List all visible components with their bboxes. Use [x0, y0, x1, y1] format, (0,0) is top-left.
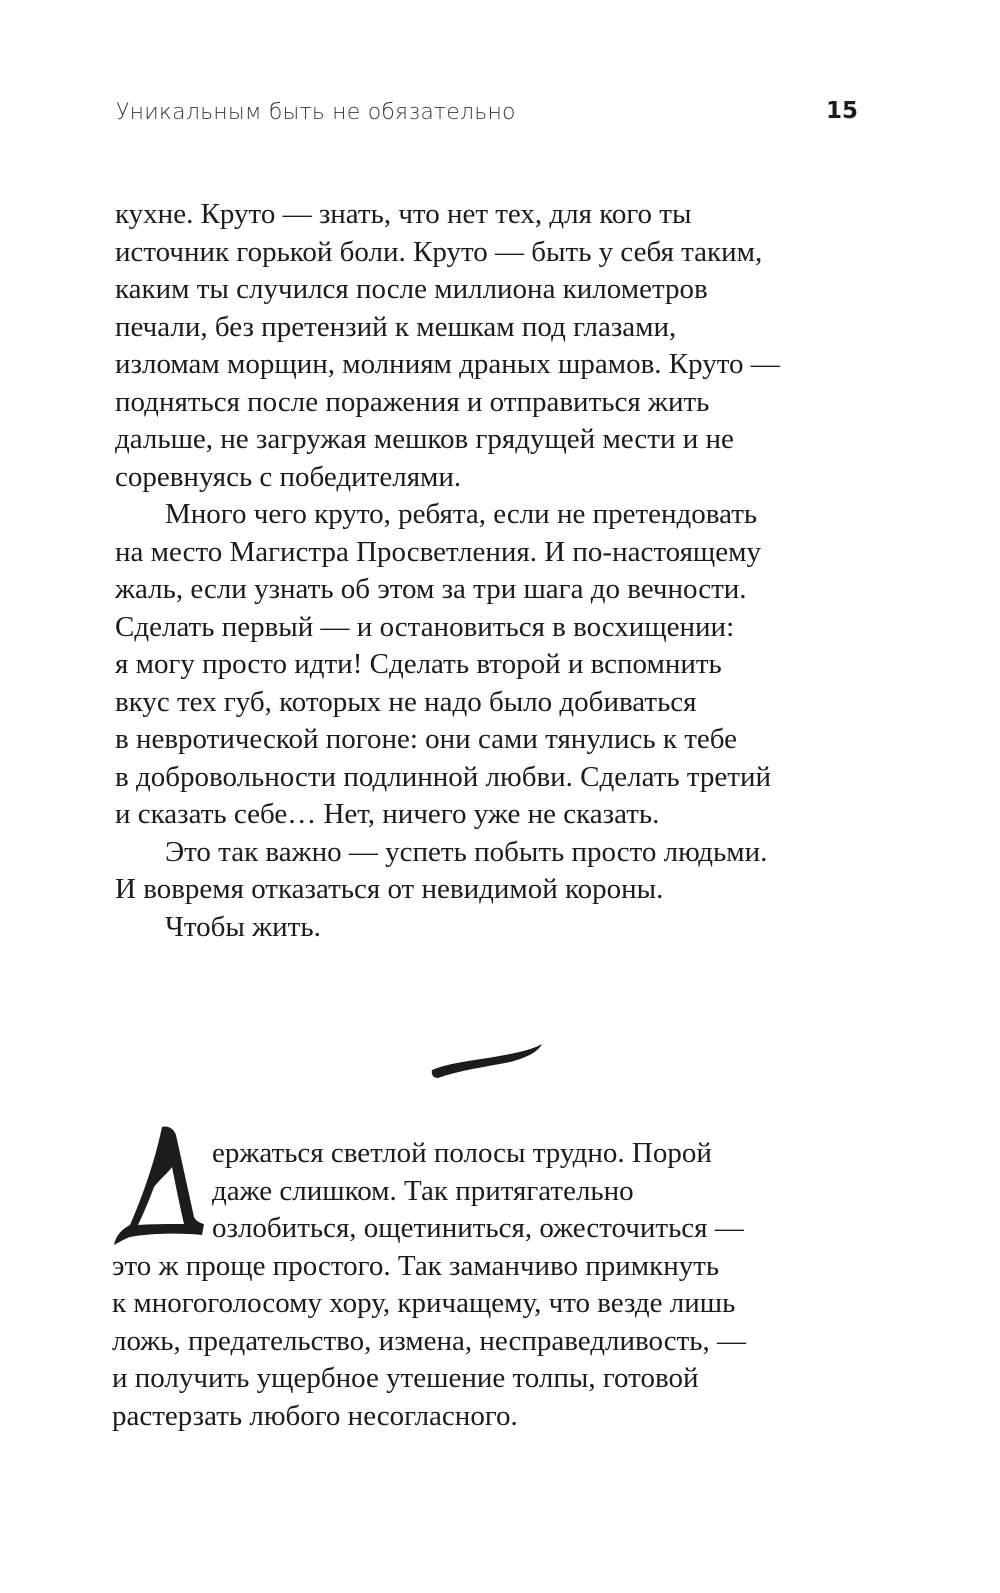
text-line: кухне. Круто — знать, что нет тех, для кого ты [115, 198, 692, 230]
text-line: ержаться светлой полосы трудно. Порой [212, 1137, 712, 1169]
text-line: Сделать первый — и остановиться в восхищении: [115, 610, 735, 643]
text-line: дальше, не загружая мешков грядущей мести и не [115, 423, 734, 455]
text-line: источник горькой боли. Круто — быть у себя таким, [115, 235, 763, 268]
text-line: озлобиться, ощетиниться, ожесточиться — [212, 1212, 744, 1244]
text-line: к многоголосому хору, кричащему, что везде лишь [112, 1287, 736, 1319]
text-line: Это так важно — успеть побыть просто людьми. [165, 835, 768, 868]
lower-text-block [112, 1135, 872, 1435]
drop-cap-letter-de [112, 1125, 204, 1245]
text-line: растерзать любого несогласного. [112, 1399, 518, 1432]
text-line: Чтобы жить. [165, 910, 321, 943]
upper-text-block [115, 196, 875, 946]
text-line: подняться после поражения и отправиться жить [115, 385, 710, 418]
brush-stroke-shape [432, 1044, 542, 1078]
text-line: вкус тех губ, которых не надо было добиваться [115, 685, 697, 718]
text-line: каким ты случился после миллиона километров [115, 273, 708, 305]
text-line: соревнуясь с победителями. [115, 460, 462, 493]
text-line: и сказать себе… Нет, ничего уже не сказать. [115, 798, 660, 830]
text-line: в невротической погоне: они сами тянулись к тебе [115, 723, 738, 755]
text-line: и получить ущербное утешение толпы, готовой [112, 1362, 699, 1394]
text-line: в добровольности подлинной любви. Сделать третий [115, 760, 771, 793]
text-line: на место Магистра Просветления. И по-настоящему [115, 535, 761, 568]
text-line: это ж проще простого. Так заманчиво примкнуть [112, 1249, 720, 1282]
text-line: жаль, если узнать об этом за три шага до вечности. [115, 573, 747, 605]
running-head [116, 98, 860, 130]
text-line: ложь, предательство, измена, несправедливость, — [112, 1324, 746, 1357]
text-line: Много чего круто, ребята, если не претендовать [165, 498, 758, 530]
text-line: изломам морщин, молниям драных шрамов. Круто — [115, 348, 780, 380]
text-line: печали, без претензий к мешкам под глазами, [115, 310, 677, 343]
text-line: И вовремя отказаться от невидимой короны. [115, 873, 664, 905]
text-line: даже слишком. Так притягательно [212, 1174, 634, 1207]
page-number: 15 [825, 98, 858, 124]
drop-cap-glyph [114, 1126, 204, 1245]
running-title: Уникальным быть не обязательно [116, 100, 516, 125]
section-separator-brush-stroke [430, 1040, 545, 1080]
text-line: я могу просто идти! Сделать второй и вспомнить [115, 648, 722, 680]
